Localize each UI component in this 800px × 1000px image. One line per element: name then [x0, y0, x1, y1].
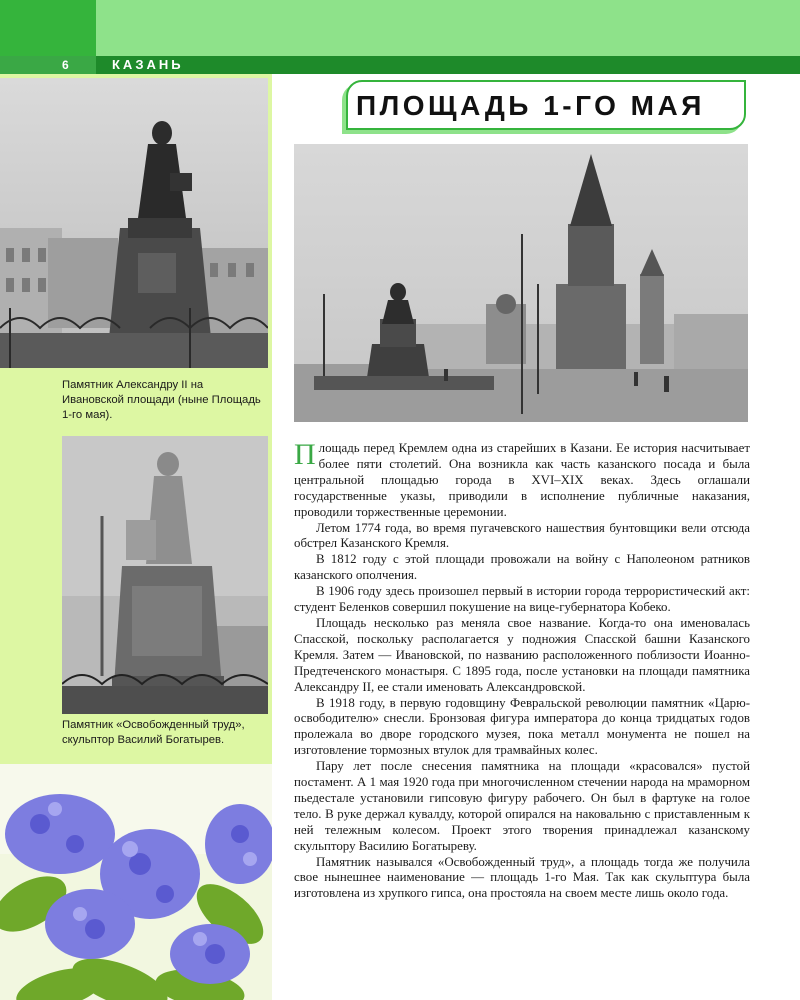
section-title: КАЗАНЬ: [112, 57, 184, 72]
article-paragraph: Памятник назывался «Освобожденный труд», а площадь тогда же получила свое нынешнее наименование — площадь 1-го Мая. Так как скульптура была изготовлена из хрупкого гипса, она простояла на своем месте лишь около года.: [294, 854, 750, 901]
drop-cap: П: [294, 438, 316, 471]
alexander-monument-photo: [0, 78, 268, 368]
article-paragraph: В 1906 году здесь произошел первый в истории города террористический акт: студент Беленков совершил покушение на вице-губернатора Кобеко.: [294, 584, 750, 615]
article-paragraph: Летом 1774 года, во время пугачевского нашествия бунтовщики вели отсюда обстрел Казанского Кремля.: [294, 520, 750, 551]
square-historic-photo: [294, 144, 748, 422]
page-title: ПЛОЩАДЬ 1-ГО МАЯ: [356, 90, 705, 121]
header-bar-left: [0, 56, 96, 74]
header-top-band: [0, 0, 800, 56]
article-paragraph: Площадь несколько раз меняла свое название. Когда-то она именовалась Спасской, поскольку располагается у подножия Спасской башни Казанского Кремля. Затем — Ивановской, по названию расположенного поблизости Иоанно-Предтеченского монастыря. С 1895 года, после установки на площади памятника Александру II, ее стали именовать Александровской.: [294, 615, 750, 694]
article-paragraph: Пару лет после снесения памятника на площади «красовался» пустой постамент. А 1 мая 1920 года при многочисленном стечении народа на мраморном пьедестале установили гипсовую фигуру рабочего. Он был в фартуке на голое тело. В руке держал кувалду, которой опирался на наковальню с приставленным к ней тележным колесом. Проект этого творения принадлежал казанскому скульптору Василию Богатыреву.: [294, 759, 750, 853]
header-top-band-accent: [0, 0, 96, 56]
liberated-labor-monument-photo: [62, 436, 268, 714]
lilac-flowers-photo: [0, 764, 272, 1000]
article-body: [294, 438, 750, 902]
caption-liberated-labor: Памятник «Освобожденный труд», скульптор Василий Богатырев.: [62, 719, 245, 746]
caption-alexander-monument: Памятник Александру II на Ивановской площади (ныне Площадь 1-го мая).: [62, 379, 261, 421]
article-paragraph: В 1918 году, в первую годовщину Февральской революции памятник «Царю-освободителю» снесли. Бронзовая фигура императора до конца тридцатых годов пролежала во дворе городского музея, пока металл монумента не пошел на изготовление тормозных втулок для трамвайных колес.: [294, 695, 750, 758]
article-paragraph-1: [294, 438, 750, 521]
page-number: 6: [62, 58, 69, 72]
article-paragraph: В 1812 году с этой площади провожали на войну с Наполеоном ратников казанского ополчения.: [294, 552, 750, 583]
article-first-text: лощадь перед Кремлем одна из старейших в Казани. Ее история насчитывает более пяти столетий. Она возникла как часть казанского посада и была центральной площадью города в XVI–XIX веках. Здесь оглашали государственные указы, приводили в исполнение публичные наказания, проводили торжественные церемонии.: [294, 441, 750, 519]
